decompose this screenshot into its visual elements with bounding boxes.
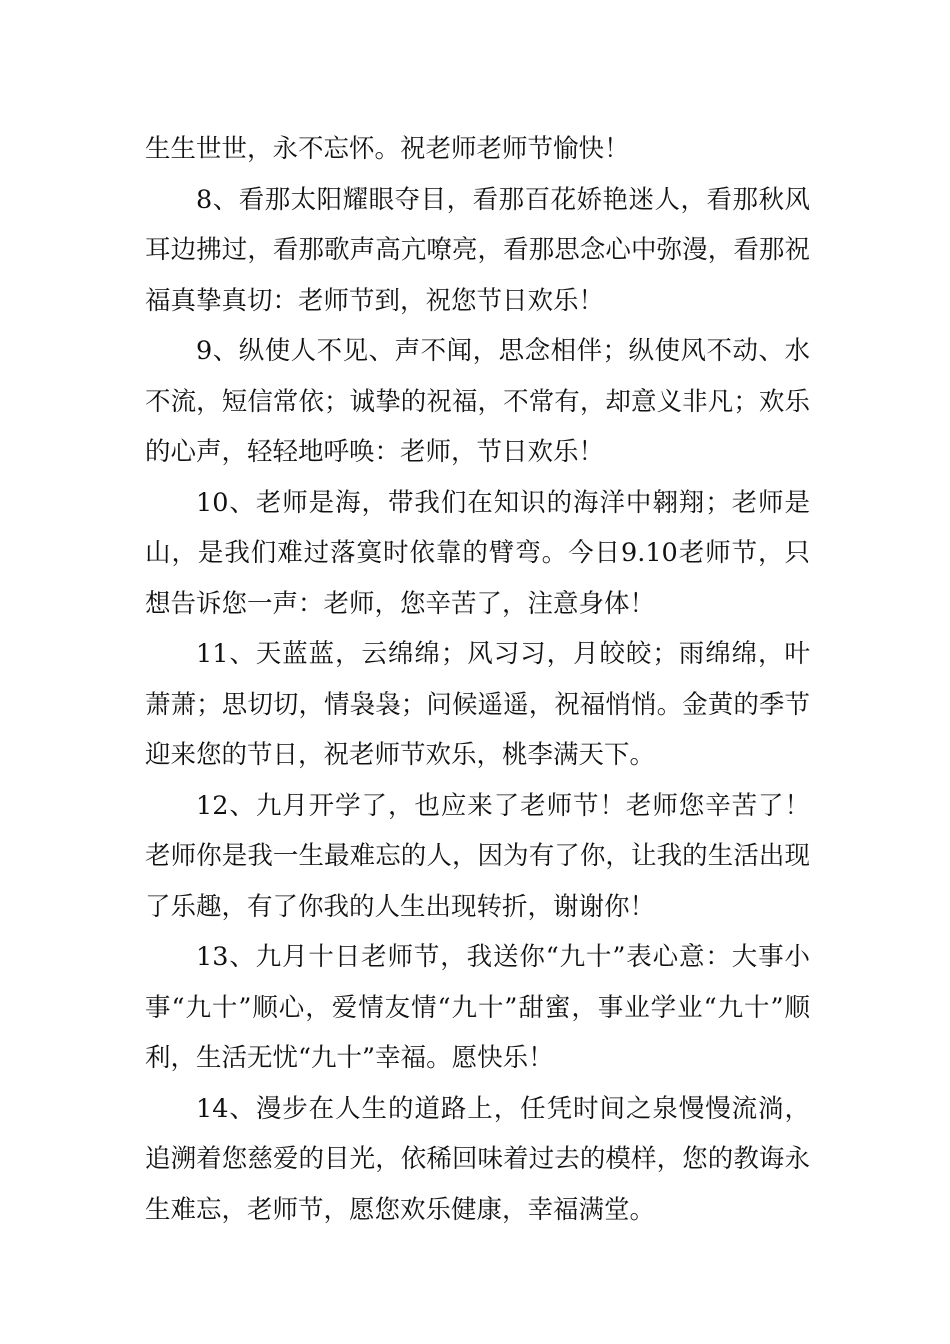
paragraph-item-12: 12、九月开学了，也应来了老师节！老师您辛苦了！老师你是我一生最难忘的人，因为有了你，让我的生活出现了乐趣，有了你我的人生出现转折，谢谢你！ [145, 790, 810, 922]
paragraph-item-11: 11、天蓝蓝，云绵绵；风习习，月皎皎；雨绵绵，叶萧萧；思切切，情袅袅；问候遥遥，祝福悄悄。金黄的季节迎来您的节日，祝老师节欢乐，桃李满天下。 [145, 639, 810, 770]
paragraph-item-13: 13、九月十日老师节，我送你“九十”表心意：大事小事“九十”顺心，爱情友情“九十”甜蜜，事业学业“九十”顺利，生活无忧“九十”幸福。愿快乐！ [145, 942, 810, 1073]
document-body [145, 124, 810, 1235]
paragraph-item-9: 9、纵使人不见、声不闻，思念相伴；纵使风不动、水不流，短信常依；诚挚的祝福，不常有，却意义非凡；欢乐的心声，轻轻地呼唤：老师，节日欢乐！ [145, 336, 810, 467]
paragraph-item-10: 10、老师是海，带我们在知识的海洋中翱翔；老师是山，是我们难过落寞时依靠的臂弯。今日9.10老师节，只想告诉您一声：老师，您辛苦了，注意身体！ [145, 487, 810, 619]
paragraph-item-8: 8、看那太阳耀眼夺目，看那百花娇艳迷人，看那秋风耳边拂过，看那歌声高亢嘹亮，看那思念心中弥漫，看那祝福真挚真切：老师节到，祝您节日欢乐！ [145, 184, 810, 316]
paragraph-item-14: 14、漫步在人生的道路上，任凭时间之泉慢慢流淌，追溯着您慈爱的目光，依稀回味着过去的模样，您的教诲永生难忘，老师节，愿您欢乐健康，幸福满堂。 [145, 1093, 810, 1225]
paragraph-continuation: 生生世世，永不忘怀。祝老师老师节愉快！ [145, 134, 630, 164]
